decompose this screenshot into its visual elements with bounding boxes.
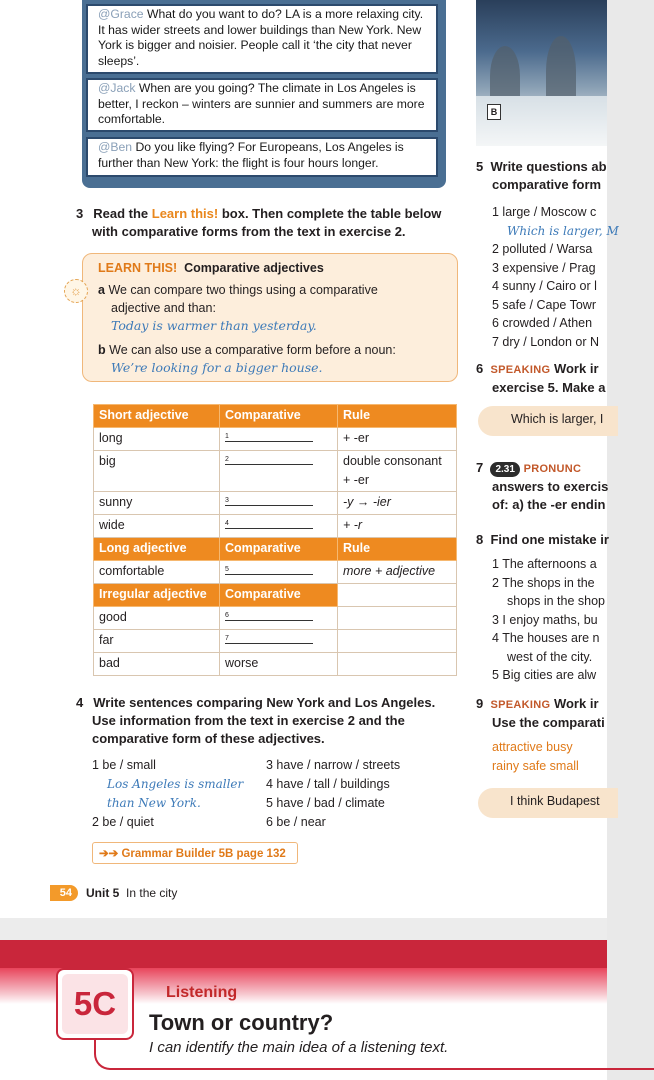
answer-blank[interactable]: 4 [225,519,313,529]
exercise-4-items-right [266,756,400,832]
list-item: 1 large / Moscow c [492,205,597,219]
table-row: comfortable 5 more + adjective [94,561,457,584]
city-photo [476,0,607,146]
dialogue-text: What do you want to do? LA is a more relaxing city. It has wider streets and lower buildings than New York. New York is bigger and noisier. People call it ‘the city that never sleeps’. [98,7,424,68]
exercise-4-items-left [92,756,243,832]
example-answer: Which is larger, M [507,223,619,238]
exercise-8-items [492,555,605,685]
list-item: 5 safe / Cape Towr [492,297,596,312]
list-item: 6 be / near [266,815,326,829]
lesson-objective: I can identify the main idea of a listening text. [149,1039,449,1056]
list-item: 2 polluted / Warsa [492,242,593,256]
list-item: 4 The houses are n [492,631,600,645]
speaker-name: @Jack [98,81,136,95]
table-header: Short adjective Comparative Rule [94,405,457,428]
list-item: 3 expensive / Prag [492,260,596,275]
comparative-table [93,404,457,676]
list-item: 5 Big cities are alw [492,668,597,682]
learn-this-link[interactable]: Learn this! [151,206,219,221]
learn-this-title: LEARN THIS! Comparative adjectives [98,261,324,275]
lesson-skill-label: Listening [166,984,238,1001]
list-item: 1 The afternoons a [492,557,597,571]
page-gap [0,918,607,940]
dialogue-bubble-jack [86,78,438,132]
unit-footer: Unit 5 In the city [86,886,178,900]
list-item: 5 have / bad / climate [266,796,385,810]
list-item: 2 The shops in the [492,575,595,590]
exercise-8-instructions: 8 Find one mistake ir [476,532,609,547]
page-number: 54 [50,885,78,901]
list-item: 1 be / small [92,758,156,772]
lesson-code: 5C [62,974,128,1034]
dialogue-text: Do you like flying? For Europeans, Los Angeles is further than New York: the flight is four hours longer. [98,140,404,170]
table-row: sunny 3 -y → -ier [94,492,457,515]
table-row: long 1 + -er [94,428,457,451]
learn-this-rule-a: a We can compare two things using a comparative adjective and than: Today is warmer than yesterday. [98,283,378,333]
grammar-builder-link[interactable]: ➔➔ Grammar Builder 5B page 132 [92,842,298,864]
exercise-3-instructions: 3 Read the Learn this! box. Then complete the table below with comparative forms from the text in exercise 2. [76,206,442,239]
answer-blank[interactable]: 7 [225,634,313,644]
learn-this-rule-b: b We can also use a comparative form before a noun: We’re looking for a bigger house. [98,343,396,375]
exercise-5-instructions: 5 Write questions ab comparative form [476,159,607,192]
lesson-title: Town or country? [149,1010,334,1035]
table-header: Irregular adjective Comparative [94,584,457,607]
table-row: far 7 [94,630,457,653]
dialogue-text: When are you going? The climate in Los Angeles is better, I reckon – winters are sunnier and summers are more comfortable. [98,81,425,126]
answer-blank[interactable]: 6 [225,611,313,621]
lightbulb-icon: ☼ [64,279,88,303]
list-item: 4 have / tall / buildings [266,777,390,791]
table-row: bad worse [94,653,457,676]
list-item: 6 crowded / Athen [492,316,593,330]
exercise-5-items [492,203,619,351]
list-item: 2 be / quiet [92,815,154,829]
answer-blank[interactable]: 3 [225,496,313,506]
exercise-6-instructions: 6 SPEAKING Work ir exercise 5. Make a [476,361,606,395]
table-row: wide 4 + -r [94,515,457,538]
answer-blank[interactable]: 2 [225,455,313,465]
list-item: shops in the shop [507,594,605,608]
dialogue-bubble-ben [86,137,438,177]
answer-blank[interactable]: 1 [225,432,313,442]
example-answer: than New York. [107,796,201,810]
photo-label-b: B [487,104,501,120]
list-item: 3 I enjoy maths, bu [492,612,598,627]
speaker-name: @Grace [98,7,144,21]
speech-bubble: I think Budapest [478,788,618,818]
list-item: 7 dry / London or N [492,334,600,349]
speaker-name: @Ben [98,140,133,154]
table-header: Long adjective Comparative Rule [94,538,457,561]
lesson-header-band [0,940,607,968]
answer-blank[interactable]: 5 [225,565,313,575]
speech-bubble: Which is larger, I [478,406,618,436]
example-sentence: We’re looking for a bigger house. [111,360,323,375]
list-item: 3 have / narrow / streets [266,758,401,772]
exercise-7-instructions: 7 2.31 PRONUNC answers to exercis of: a) the -er endin [476,460,609,512]
next-page [0,940,607,1080]
exercise-4-instructions: 4 Write sentences comparing New York and Los Angeles. Use information from the text in exercise 2 and the comparative form of these adjectives. [76,695,436,746]
exercise-9-instructions: 9 SPEAKING Work ir Use the comparati [476,696,605,730]
example-answer: Los Angeles is smaller [107,777,244,791]
example-sentence: Today is warmer than yesterday. [111,318,317,333]
list-item: 4 sunny / Cairo or l [492,279,597,293]
audio-track-badge[interactable]: 2.31 [490,462,519,477]
table-row: big 2 double consonant + -er [94,451,457,492]
table-row: good 6 [94,607,457,630]
word-bank: attractive busy rainy safe small [492,740,579,773]
list-item: west of the city. [507,649,593,664]
dialogue-bubble-grace [86,4,438,74]
